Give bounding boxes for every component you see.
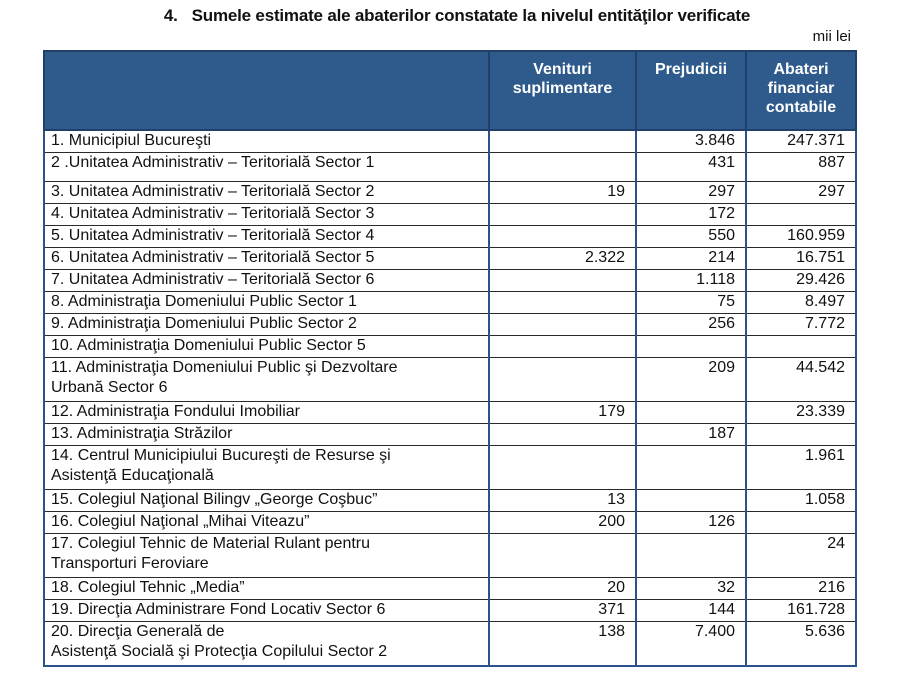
venituri-cell	[489, 314, 636, 336]
prejudicii-cell: 3.846	[636, 130, 746, 153]
prejudicii-cell: 144	[636, 600, 746, 622]
venituri-cell: 138	[489, 622, 636, 667]
venituri-cell: 2.322	[489, 248, 636, 270]
prejudicii-cell	[636, 402, 746, 424]
entity-name: 16. Colegiul Naţional „Mihai Viteazu”	[51, 513, 310, 530]
abateri-cell: 5.636	[746, 622, 856, 667]
venituri-cell	[489, 153, 636, 182]
prejudicii-cell: 126	[636, 512, 746, 534]
abateri-cell: 216	[746, 578, 856, 600]
entity-name: 9. Administraţia Domeniului Public Sector 2	[51, 315, 357, 332]
entity-name-cell	[44, 314, 489, 336]
venituri-cell: 371	[489, 600, 636, 622]
venituri-cell: 179	[489, 402, 636, 424]
venituri-cell	[489, 204, 636, 226]
venituri-cell: 13	[489, 490, 636, 512]
venituri-cell	[489, 358, 636, 402]
table-row	[44, 402, 856, 424]
venituri-cell	[489, 446, 636, 490]
prejudicii-cell: 550	[636, 226, 746, 248]
prejudicii-cell: 1.118	[636, 270, 746, 292]
abateri-cell: 887	[746, 153, 856, 182]
prejudicii-cell: 209	[636, 358, 746, 402]
entity-name-cell	[44, 153, 489, 182]
entity-name: 8. Administraţia Domeniului Public Sector 1	[51, 293, 357, 310]
prejudicii-cell: 75	[636, 292, 746, 314]
table-row	[44, 578, 856, 600]
entity-name: 6. Unitatea Administrativ – Teritorială Sector 5	[51, 249, 375, 266]
document-title	[0, 6, 914, 26]
entity-name-line2: Transporturi Feroviare	[51, 555, 209, 572]
abateri-cell: 161.728	[746, 600, 856, 622]
table-row	[44, 424, 856, 446]
table-row	[44, 270, 856, 292]
venituri-cell: 19	[489, 182, 636, 204]
table-row	[44, 358, 856, 402]
prejudicii-cell: 431	[636, 153, 746, 182]
prejudicii-cell	[636, 490, 746, 512]
entity-name-cell	[44, 446, 489, 490]
venituri-cell	[489, 226, 636, 248]
entity-name: 1. Municipiul Bucureşti	[51, 132, 212, 149]
table-row	[44, 153, 856, 182]
table-row	[44, 248, 856, 270]
entity-name: 7. Unitatea Administrativ – Teritorială Sector 6	[51, 271, 375, 288]
table-row	[44, 622, 856, 667]
section-number: 4.	[163, 6, 178, 25]
prejudicii-cell	[636, 534, 746, 578]
entity-name: 20. Direcţia Generală de	[51, 623, 225, 640]
entity-name: 3. Unitatea Administrativ – Teritorială Sector 2	[51, 183, 375, 200]
header-abateri: Abateri financiar contabile	[746, 51, 856, 130]
entity-name: 10. Administraţia Domeniului Public Sector 5	[51, 337, 366, 354]
table-row	[44, 534, 856, 578]
table-row	[44, 314, 856, 336]
abateri-cell: 29.426	[746, 270, 856, 292]
abateri-cell	[746, 424, 856, 446]
venituri-cell	[489, 336, 636, 358]
table-row	[44, 600, 856, 622]
prejudicii-cell: 187	[636, 424, 746, 446]
venituri-cell: 200	[489, 512, 636, 534]
venituri-cell: 20	[489, 578, 636, 600]
entity-name: 17. Colegiul Tehnic de Material Rulant pentru	[51, 535, 371, 552]
entity-name-cell	[44, 130, 489, 153]
entity-name: 13. Administraţia Străzilor	[51, 425, 233, 442]
prejudicii-cell: 297	[636, 182, 746, 204]
entity-name-cell	[44, 600, 489, 622]
entity-name-cell	[44, 534, 489, 578]
header-entity	[44, 51, 489, 130]
entity-name: 14. Centrul Municipiului Bucureşti de Resurse şi	[51, 447, 391, 464]
entity-name-cell	[44, 402, 489, 424]
prejudicii-cell: 172	[636, 204, 746, 226]
entity-name: 19. Direcţia Administrare Fond Locativ Sector 6	[51, 601, 386, 618]
table-row	[44, 226, 856, 248]
abateri-cell	[746, 204, 856, 226]
prejudicii-cell: 256	[636, 314, 746, 336]
entity-name: 12. Administraţia Fondului Imobiliar	[51, 403, 301, 420]
abateri-cell: 44.542	[746, 358, 856, 402]
entity-name: 5. Unitatea Administrativ – Teritorială Sector 4	[51, 227, 375, 244]
entity-name-line2: Urbană Sector 6	[51, 379, 168, 396]
prejudicii-cell	[636, 336, 746, 358]
unit-label: mii lei	[812, 28, 851, 45]
abateri-cell: 297	[746, 182, 856, 204]
abateri-cell: 8.497	[746, 292, 856, 314]
entity-name-cell	[44, 490, 489, 512]
entity-name-cell	[44, 336, 489, 358]
section-title-text: Sumele estimate ale abaterilor constatate la nivelul entităţilor verificate	[191, 6, 751, 25]
abateri-cell: 1.961	[746, 446, 856, 490]
venituri-cell	[489, 270, 636, 292]
entity-name-cell	[44, 204, 489, 226]
table-row	[44, 182, 856, 204]
venituri-cell	[489, 534, 636, 578]
prejudicii-cell: 214	[636, 248, 746, 270]
table-row	[44, 204, 856, 226]
entity-name: 18. Colegiul Tehnic „Media”	[51, 579, 245, 596]
entity-name-cell	[44, 292, 489, 314]
abateri-cell: 247.371	[746, 130, 856, 153]
entity-name-line2: Asistenţă Socială şi Protecţia Copilului Sector 2	[51, 643, 388, 660]
entity-name-cell	[44, 226, 489, 248]
entity-name: 4. Unitatea Administrativ – Teritorială Sector 3	[51, 205, 375, 222]
prejudicii-cell: 7.400	[636, 622, 746, 667]
table-row	[44, 130, 856, 153]
table-row	[44, 446, 856, 490]
venituri-cell	[489, 424, 636, 446]
header-venituri: Venituri suplimentare	[489, 51, 636, 130]
entity-name-cell	[44, 578, 489, 600]
header-prejudicii: Prejudicii	[636, 51, 746, 130]
entity-name-cell	[44, 424, 489, 446]
prejudicii-cell	[636, 446, 746, 490]
table-header-row	[44, 51, 856, 130]
entity-name: 15. Colegiul Naţional Bilingv „George Coşbuc”	[51, 491, 378, 508]
entity-name-line2: Asistenţă Educaţională	[51, 467, 214, 484]
abateri-cell	[746, 512, 856, 534]
prejudicii-cell: 32	[636, 578, 746, 600]
table-row	[44, 512, 856, 534]
deviations-table	[43, 50, 857, 667]
venituri-cell	[489, 292, 636, 314]
entity-name: 2 .Unitatea Administrativ – Teritorială Sector 1	[51, 154, 375, 171]
abateri-cell: 24	[746, 534, 856, 578]
abateri-cell: 16.751	[746, 248, 856, 270]
entity-name: 11. Administraţia Domeniului Public şi Dezvoltare	[51, 359, 398, 376]
abateri-cell: 23.339	[746, 402, 856, 424]
entity-name-cell	[44, 622, 489, 667]
table-row	[44, 336, 856, 358]
entity-name-cell	[44, 512, 489, 534]
entity-name-cell	[44, 182, 489, 204]
abateri-cell: 1.058	[746, 490, 856, 512]
venituri-cell	[489, 130, 636, 153]
abateri-cell: 7.772	[746, 314, 856, 336]
entity-name-cell	[44, 270, 489, 292]
entity-name-cell	[44, 358, 489, 402]
entity-name-cell	[44, 248, 489, 270]
table-row	[44, 490, 856, 512]
abateri-cell: 160.959	[746, 226, 856, 248]
abateri-cell	[746, 336, 856, 358]
table-row	[44, 292, 856, 314]
